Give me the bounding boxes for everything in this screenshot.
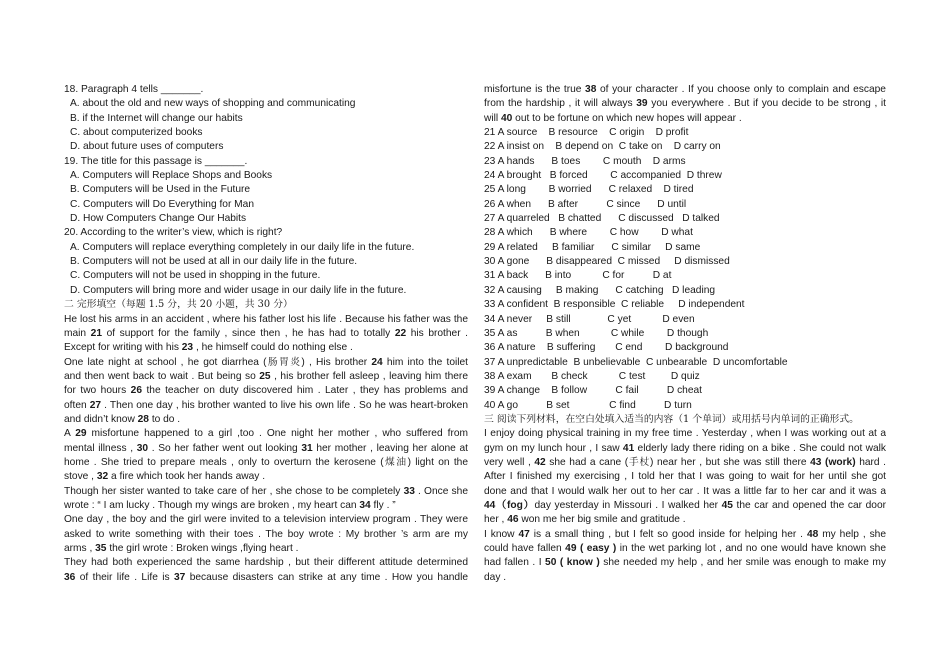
cloze-p6-continued-line3: will 40 out to be fortune on which new hopes will appear . [484,112,742,124]
cloze-p6-continued-line2: from the hardship , it will always 39 you everywhere . But if you decide to be strong , it [484,98,886,110]
options-29: 29 A related B familiar C similar D same [484,241,701,253]
options-33: 33 A confident B responsible C reliable D independent [484,299,745,311]
options-30: 30 A gone B disappeared C missed D dismissed [484,256,730,268]
options-38: 38 A exam B check C test D quiz [484,370,700,382]
blank-49: 49 ( easy ) [565,543,617,554]
q20-option-c: C. Computers will not be used in shopping in the future. [70,270,321,282]
grammar-p2-line1: After I finished my exercising , I told her that I was going to wait for her until she got [484,471,886,483]
right-column [484,83,886,585]
options-23: 23 A hands B toes C mouth D arms [484,155,686,167]
blank-22: 22 [394,327,407,339]
cloze-p2-line2: and then went back to wait . But being so 25 , his brother fell asleep , leaving him there [64,370,468,382]
options-26: 26 A when B after C since D until [484,198,687,210]
cloze-p3-line1: A 29 misfortune happened to a girl ,too . One night her mother , who suffered from [64,428,468,440]
options-39: 39 A change B follow C fail D cheat [484,385,703,397]
cloze-p6-line2: 36 of their life . Life is 37 because disasters can strike at any time . How you handle [64,571,468,583]
grammar-p1-line3: very well , 42 she had a cane (手杖) near her , but she was still there 43 (work) hard . [484,456,886,468]
q19-option-b: B. Computers will be Used in the Future [70,184,251,196]
q19-option-a: A. Computers will Replace Shops and Books [70,170,273,182]
blank-39: 39 [636,98,648,110]
q19-stem: 19. The title for this passage is _______. [64,155,248,167]
options-28: 28 A which B where C how D what [484,227,693,239]
options-31: 31 A back B into C for D at [484,270,672,282]
blank-33: 33 [403,485,415,497]
q19-option-c: C. Computers will Do Everything for Man [70,198,255,210]
blank-44: 44（fog） [484,499,535,511]
cloze-p1-line3: Except for writing with his 23 , he himself could do nothing else . [64,342,353,354]
blank-23: 23 [181,342,194,354]
blank-26: 26 [130,385,142,397]
options-22: 22 A insist on B depend on C take on D carry on [484,141,721,153]
grammar-p2-line2: done and that I would walk her out to her car . It was a little far to her car and it was a [484,485,886,497]
blank-46: 46 [507,514,519,526]
blank-40: 40 [500,112,513,124]
q18-option-b: B. if the Internet will change our habits [70,112,243,124]
q20-option-a: A. Computers will replace everything completely in our daily life in the future. [70,241,415,253]
blank-25: 25 [259,370,271,382]
cloze-p3-line4: stove , 32 a fire which took her hands away . [64,471,266,483]
q19-option-d: D. How Computers Change Our Habits [70,213,247,225]
cloze-p1-line2: main 21 of support for the family , since then , he has had to totally 22 his brother . [64,327,468,339]
options-37: 37 A unpredictable B unbelievable C unbearable D uncomfortable [484,356,788,368]
cloze-p2-line3: for two hours 26 the teacher on duty discovered him . Later , they has problems and [64,385,468,397]
options-32: 32 A causing B making C catching D leading [484,284,716,296]
blank-31: 31 [301,442,313,454]
blank-30: 30 [136,442,149,454]
options-24: 24 A brought B forced C accompanied D threw [484,170,722,182]
grammar-p3-line1: I know 47 is a small thing , but I felt so good inside for helping her . 48 my help , she [484,528,886,540]
blank-48: 48 [806,528,819,540]
options-35: 35 A as B when C while D though [484,327,709,339]
blank-35: 35 [95,543,107,554]
q18-option-a: A. about the old and new ways of shopping and communicating [70,98,356,110]
grammar-p1-line2: gym on my lunch hour , I saw 41 elderly lady there riding on a bike . She could not walk [484,442,886,454]
q20-option-d: D. Computers will bring more and wider usage in our daily life in the future. [70,284,407,296]
cloze-p2-line5: and didn’t know 28 to do . [64,413,181,425]
options-21: 21 A source B resource C origin D profit [484,127,689,139]
cloze-p3-line3: home . She tried to prepare meals , only to overturn the kerosene (煤油) light on the [64,456,468,468]
blank-28: 28 [137,413,149,425]
cloze-p6-continued-line1: misfortune is the true 38 of your character . If you choose only to complain and escape [484,84,886,95]
cloze-p2-line1: One late night at school , he got diarrhea (肠胃炎) , His brother 24 him into the toilet [64,356,468,368]
blank-50: 50 ( know ) [545,557,600,569]
section2-heading: 二 完形填空（每题 1.5 分，共 20 小题，共 30 分） [64,299,293,311]
cloze-p2-line4: often 27 . Then one day , his brother wanted to live his own life . So he was heart-broken [64,399,468,411]
grammar-p1-line1: I enjoy doing physical training in my free time . Yesterday , when I was working out at a [484,428,886,440]
blank-27: 27 [89,399,102,411]
blank-47: 47 [518,528,530,540]
q20-option-b: B. Computers will not be used at all in our daily life in the future. [70,256,358,268]
blank-43: 43 (work) [810,456,856,468]
cloze-p4-line1: Though her sister wanted to take care of her , she chose to be completely 33 . Once she [64,485,468,497]
grammar-p3-line4: day . [484,571,507,583]
section3-heading: 三 阅读下列材料，在空白处填入适当的内容（1 个单词）或用括号内单词的正确形式。 [484,413,859,425]
cloze-p1-line1: He lost his arms in an accident , where his father lost his life . Because his father was the [64,313,468,325]
options-27: 27 A quarreled B chatted C discussed D talked [484,213,720,225]
cloze-p3-line2: mental illness , 30 . So her father went out looking 31 her mother , leaving her alone at [64,442,468,454]
q18-option-d: D. about future uses of computers [70,141,224,153]
cloze-p5-line1: One day , the boy and the girl were invited to a television interview program . They were [64,514,468,526]
blank-38: 38 [585,84,597,95]
cloze-options-list [484,126,886,413]
blank-24: 24 [371,356,383,368]
blank-32: 32 [96,471,109,483]
cloze-p6-line1: They had both experienced the same hardship , but their different attitude determined [64,557,468,569]
q18-stem: 18. Paragraph 4 tells _______. [64,84,204,95]
options-40: 40 A go B set C find D turn [484,399,692,411]
options-34: 34 A never B still C yet D even [484,313,695,325]
cloze-p5-line3: arms , 35 the girl wrote : Broken wings ,flying heart . [64,543,299,554]
options-36: 36 A nature B suffering C end D background [484,342,729,354]
blank-36: 36 [64,571,76,583]
grammar-p3-line2: could have fallen 49 ( easy ) in the wet parking lot , and no one would have known she [484,543,886,554]
grammar-p3-line3: had fallen . I 50 ( know ) she needed my help , and her smile was enough to make my [484,557,886,569]
cloze-p5-line2: asked to write something with their toes . The boy wrote : My brother ’s arm are my [64,528,468,540]
grammar-p2-line4: her , 46 won me her big smile and gratitude . [484,514,686,526]
blank-41: 41 [622,442,635,454]
blank-21: 21 [90,327,102,339]
blank-29: 29 [75,428,87,440]
grammar-p2-line3: 44（fog）day yesterday in Missouri . I walked her 45 the car and opened the car door [484,499,886,511]
blank-34: 34 [359,499,371,511]
cloze-p4-line2: wrote : “ I am lucky . Though my wings are broken , my heart can 34 fly . ” [64,499,396,511]
q20-stem: 20. According to the writer’s view, which is right? [64,227,283,239]
left-column [64,83,468,585]
blank-45: 45 [721,499,733,511]
options-25: 25 A long B worried C relaxed D tired [484,184,694,196]
q18-option-c: C. about computerized books [70,127,203,139]
blank-37: 37 [173,571,186,583]
blank-42: 42 [534,456,546,468]
